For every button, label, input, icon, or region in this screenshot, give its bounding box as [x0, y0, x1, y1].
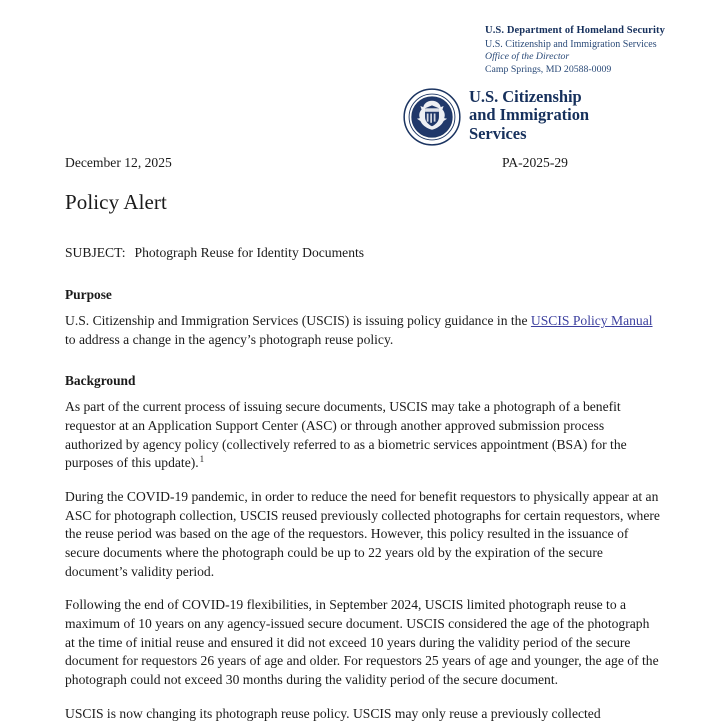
section-heading-purpose: Purpose — [65, 287, 112, 302]
section-heading-background: Background — [65, 372, 136, 388]
uscis-policy-manual-link[interactable]: USCIS Policy Manual — [530, 313, 653, 329]
dhs-seal-icon — [403, 88, 461, 146]
uscis-wordmark-line-1: U.S. Citizenship — [469, 87, 582, 106]
document-reference-number: PA-2025-29 — [502, 155, 568, 170]
background-paragraph-4: USCIS is now changing its photograph reuse policy. USCIS may only reuse a previously collected — [65, 705, 601, 721]
background-paragraph-3: Following the end of COVID-19 flexibilities, in September 2024, USCIS limited photograph reuse to a maximum of 10 years on any agency-issued secure document. USCIS considered the age of the photograph at the time of initial reuse and ensured it did not exceed 10 years during the validity period of the secure document for requestors 26 years of age and older. For requestors 25 years of age and younger, the age of the photograph could not exceed 30 months during the validity period of the secure document. — [65, 597, 659, 688]
uscis-wordmark — [469, 86, 589, 143]
letterhead-department: U.S. Department of Homeland Security — [485, 25, 665, 36]
purpose-text-before-link: U.S. Citizenship and Immigration Services (USCIS) is issuing policy guidance in the — [65, 313, 531, 329]
letterhead-address: Camp Springs, MD 20588-0009 — [485, 63, 612, 75]
letterhead — [400, 24, 690, 77]
subject-line — [65, 245, 364, 261]
purpose-text-after-link: to address a change in the agency’s photograph reuse policy. — [65, 332, 394, 348]
page-title: Policy Alert — [65, 190, 167, 214]
letterhead-office: Office of the Director — [485, 51, 570, 63]
uscis-logo-lockup — [403, 86, 589, 146]
document-date: December 12, 2025 — [65, 155, 172, 170]
background-paragraph-1-text: As part of the current process of issuing secure documents, USCIS may take a photograph of a benefit requestor at an Application Support Center (ASC) or through another approved submission process authorized by agency policy (collectively referred to as a biometric services appointment (BSA) for the purposes of this update). — [65, 399, 627, 471]
footnote-marker-1[interactable]: 1 — [199, 453, 205, 464]
uscis-wordmark-line-2: and Immigration — [469, 105, 590, 125]
subject-label: SUBJECT: — [65, 245, 126, 260]
subject-value: Photograph Reuse for Identity Documents — [134, 245, 365, 260]
letterhead-agency: U.S. Citizenship and Immigration Services — [485, 38, 657, 50]
document-sections — [65, 286, 662, 724]
purpose-paragraph — [65, 312, 662, 349]
background-paragraph-2: During the COVID-19 pandemic, in order to reduce the need for benefit requestors to physically appear at an ASC for photograph collection, USCIS reused previously collected photographs for certain requestors, where the reuse period was based on the age of the requestors. However, this policy resulted in the issuance of secure documents where the photograph could be up to 22 years old by the expiration of the secure document’s validity period. — [65, 488, 660, 579]
background-paragraph-1 — [65, 398, 662, 473]
uscis-wordmark-line-3: Services — [469, 123, 527, 143]
